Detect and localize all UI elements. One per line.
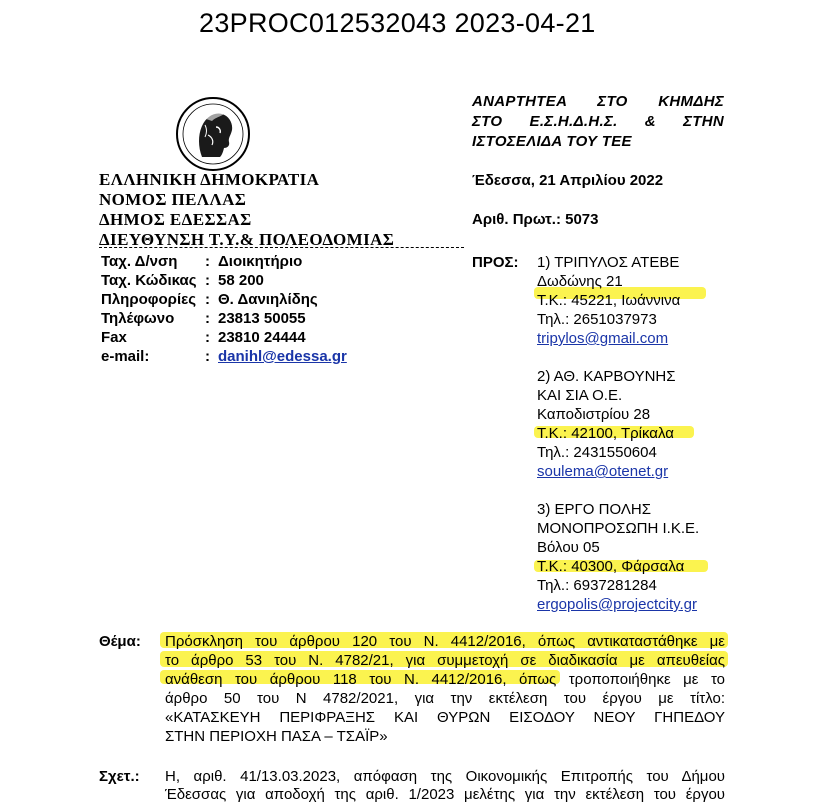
subject-line: ΣΤΗΝ ΠΕΡΙΟΧΗ ΠΑΣΑ – ΤΣΑΪΡ»	[165, 728, 388, 745]
posting-note-line: ΣΤΟ Ε.Σ.Η.Δ.Η.Σ. & ΣΤΗΝ	[472, 113, 724, 130]
recipient-phone: Τηλ.: 2651037973	[537, 311, 657, 328]
contact-label: Ταχ. Δ/νση	[101, 253, 178, 270]
recipient-email-link[interactable]: soulema@otenet.gr	[537, 463, 669, 480]
contact-label: e-mail:	[101, 348, 150, 365]
contact-value: 58 200	[218, 272, 264, 289]
issuer-country: ΕΛΛΗΝΙΚΗ ΔΗΜΟΚΡΑΤΙΑ	[99, 170, 320, 189]
recipient-postal: Τ.Κ.: 40300, Φάρσαλα	[537, 558, 685, 575]
recipient-line: Βόλου 05	[537, 539, 600, 556]
subject-line: το άρθρο 53 του Ν. 4782/21, για συμμετοχή σε διαδικασία με απευθείας	[165, 652, 725, 669]
contact-label: Ταχ. Κώδικας	[101, 272, 197, 289]
contact-label: Πληροφορίες	[101, 291, 197, 308]
contact-colon: :	[205, 348, 210, 365]
protocol-number: Αριθ. Πρωτ.: 5073	[472, 211, 599, 228]
related-line: Έδεσσας για αποδοχή της αριθ. 1/2023 μελέτης για την εκτέλεση του έργου	[165, 786, 725, 803]
contact-colon: :	[205, 310, 210, 327]
contact-value: 23810 24444	[218, 329, 306, 346]
contact-label: Τηλέφωνο	[101, 310, 175, 327]
to-label: ΠΡΟΣ:	[472, 254, 519, 271]
contact-colon: :	[205, 291, 210, 308]
recipient-email-link[interactable]: tripylos@gmail.com	[537, 330, 669, 347]
recipient-phone: Τηλ.: 2431550604	[537, 444, 657, 461]
subject-line: «ΚΑΤΑΣΚΕΥΗ ΠΕΡΙΦΡΑΞΗΣ ΚΑΙ ΘΥΡΩΝ ΕΙΣΟΔΟΥ ΝΕΟΥ ΓΗΠΕΔΟΥ	[165, 709, 725, 726]
recipient-phone: Τηλ.: 6937281284	[537, 577, 657, 594]
posting-note-line: ΑΝΑΡΤΗΤΕΑ ΣΤΟ ΚΗΜΔΗΣ	[472, 93, 724, 110]
municipal-seal	[172, 95, 254, 173]
contact-label: Fax	[101, 329, 127, 346]
subject-line: ανάθεση του άρθρου 118 του Ν. 4412/2016, όπως τροποποιήθηκε με το	[165, 671, 725, 688]
subject-line: άρθρο 50 του Ν 4782/2021, για την εκτέλεση του έργου με τίτλο:	[165, 690, 725, 707]
issuer-municipality: ΔΗΜΟΣ ΕΔΕΣΣΑΣ	[99, 210, 252, 229]
issuer-divider	[99, 247, 464, 248]
document-id: 23PROC012532043 2023-04-21	[199, 8, 596, 38]
related-line: Η, αριθ. 41/13.03.2023, απόφαση της Οικονομικής Επιτροπής του Δήμου	[165, 768, 725, 785]
recipient-email-link[interactable]: ergopolis@projectcity.gr	[537, 596, 698, 613]
contact-value: Διοικητήριο	[218, 253, 303, 270]
posting-note-line: ΙΣΤΟΣΕΛΙΔΑ ΤΟΥ ΤΕΕ	[472, 133, 632, 150]
recipient-line: 3) ΕΡΓΟ ΠΟΛΗΣ	[537, 501, 651, 518]
issuer-prefecture: ΝΟΜΟΣ ΠΕΛΛΑΣ	[99, 190, 247, 209]
subject-line: Πρόσκληση του άρθρου 120 του Ν. 4412/2016, όπως αντικαταστάθηκε με	[165, 633, 725, 650]
related-label: Σχετ.:	[99, 768, 140, 785]
recipient-line: 2) ΑΘ. ΚΑΡΒΟΥΝΗΣ	[537, 368, 676, 385]
subject-label: Θέμα:	[99, 633, 141, 650]
contact-colon: :	[205, 253, 210, 270]
place-date: Έδεσσα, 21 Απριλίου 2022	[472, 172, 664, 189]
recipient-line: Καποδιστρίου 28	[537, 406, 651, 423]
recipient-line: 1) ΤΡΙΠΥΛΟΣ ΑΤΕΒΕ	[537, 254, 680, 271]
contact-colon: :	[205, 272, 210, 289]
recipient-line: ΚΑΙ ΣΙΑ Ο.Ε.	[537, 387, 623, 404]
recipient-line: Δωδώνης 21	[537, 273, 623, 290]
contact-value: 23813 50055	[218, 310, 306, 327]
recipient-postal: Τ.Κ.: 45221, Ιωάννινα	[537, 292, 681, 309]
recipient-postal: Τ.Κ.: 42100, Τρίκαλα	[537, 425, 674, 442]
issuer-directorate: ΔΙΕΥΘΥΝΣΗ Τ.Υ.& ΠΟΛΕΟΔΟΜΙΑΣ	[99, 230, 395, 249]
recipient-line: ΜΟΝΟΠΡΟΣΩΠΗ Ι.Κ.Ε.	[537, 520, 700, 537]
contact-colon: :	[205, 329, 210, 346]
contact-value: Θ. Δανιηλίδης	[218, 291, 318, 308]
alexander-head-emblem-icon	[172, 95, 254, 173]
contact-email-link[interactable]: danihl@edessa.gr	[218, 348, 347, 365]
